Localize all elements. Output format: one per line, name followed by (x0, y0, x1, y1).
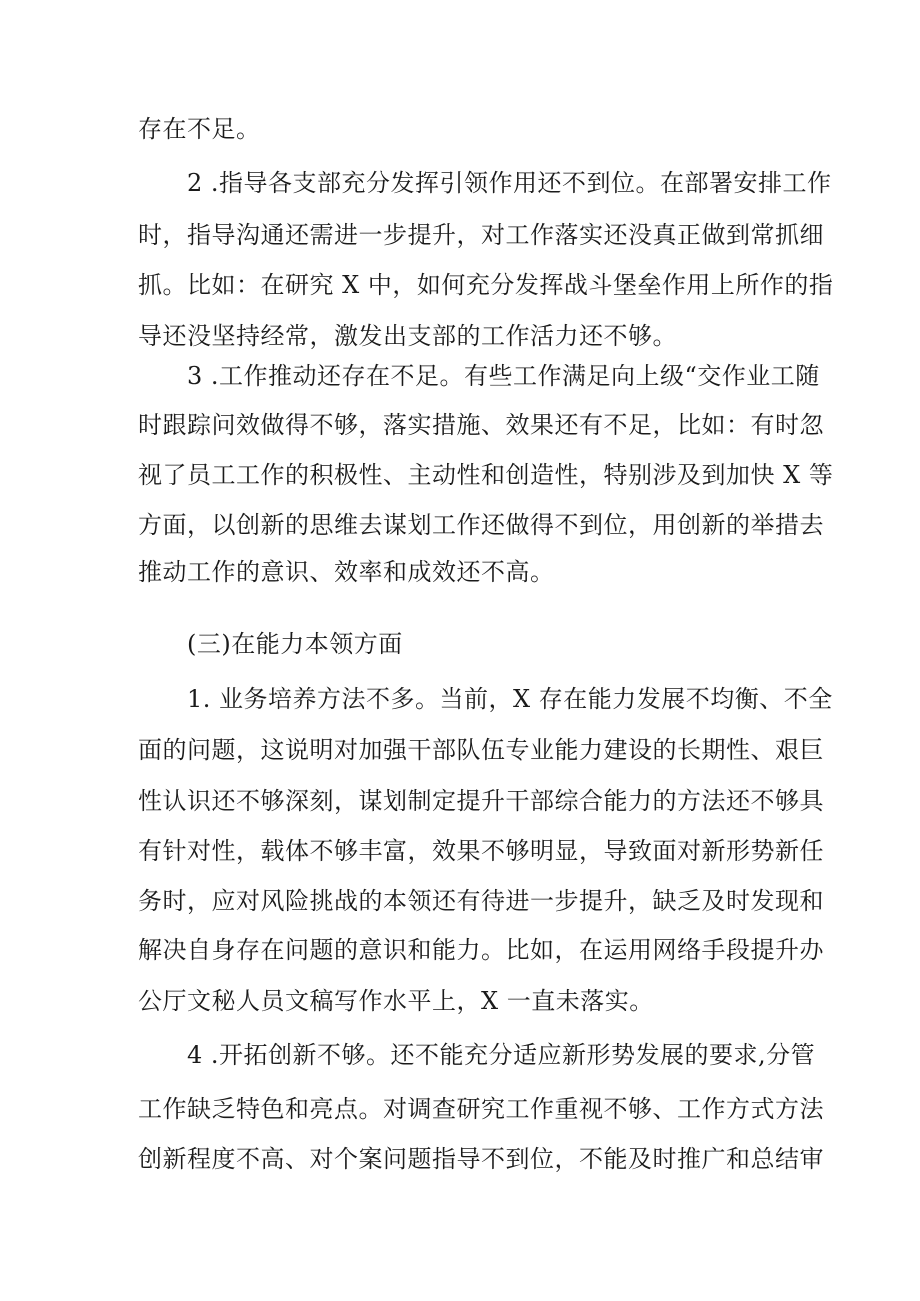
paragraph-line: 创新程度不高、对个案问题指导不到位，不能及时推广和总结审 (138, 1145, 824, 1173)
paragraph-line: 抓。比如：在研究 X 中，如何充分发挥战斗堡垒作用上所作的指 (138, 271, 834, 299)
paragraph-line: 公厅文秘人员文稿写作水平上，X 一直未落实。 (138, 987, 654, 1015)
section-heading: (三)在能力本领方面 (187, 630, 403, 658)
paragraph-line: 视了员工工作的积极性、主动性和创造性，特别涉及到加快 X 等 (138, 461, 834, 489)
paragraph-line: 方面，以创新的思维去谋划工作还做得不到位，用创新的举措去 (138, 511, 824, 539)
paragraph-line: 性认识还不够深刻，谋划制定提升干部综合能力的方法还不够具 (138, 787, 824, 815)
paragraph-line: 4 .开拓创新不够。还不能充分适应新形势发展的要求,分管 (187, 1041, 816, 1069)
paragraph-line: 有针对性，载体不够丰富，效果不够明显，导致面对新形势新任 (138, 837, 824, 865)
paragraph-line: 推动工作的意识、效率和成效还不高。 (138, 558, 555, 586)
paragraph-line: 解决自身存在问题的意识和能力。比如，在运用网络手段提升办 (138, 936, 824, 964)
paragraph-line: 务时，应对风险挑战的本领还有待进一步提升，缺乏及时发现和 (138, 887, 824, 915)
paragraph-line: 1. 业务培养方法不多。当前，X 存在能力发展不均衡、不全 (187, 685, 833, 713)
paragraph-line: 面的问题，这说明对加强干部队伍专业能力建设的长期性、艰巨 (138, 736, 824, 764)
paragraph-line: 3 .工作推动还存在不足。有些工作满足向上级“交作业工随 (187, 362, 820, 390)
paragraph-line: 导还没坚持经常，激发出支部的工作活力还不够。 (138, 322, 677, 350)
paragraph-line: 时跟踪问效做得不够，落实措施、效果还有不足，比如：有时忽 (138, 411, 824, 439)
paragraph-line: 时，指导沟通还需进一步提升，对工作落实还没真正做到常抓细 (138, 221, 824, 249)
paragraph-line: 工作缺乏特色和亮点。对调查研究工作重视不够、工作方式方法 (138, 1095, 824, 1123)
paragraph-line: 2 .指导各支部充分发挥引领作用还不到位。在部署安排工作 (187, 169, 832, 197)
paragraph-line: 存在不足。 (138, 115, 261, 143)
